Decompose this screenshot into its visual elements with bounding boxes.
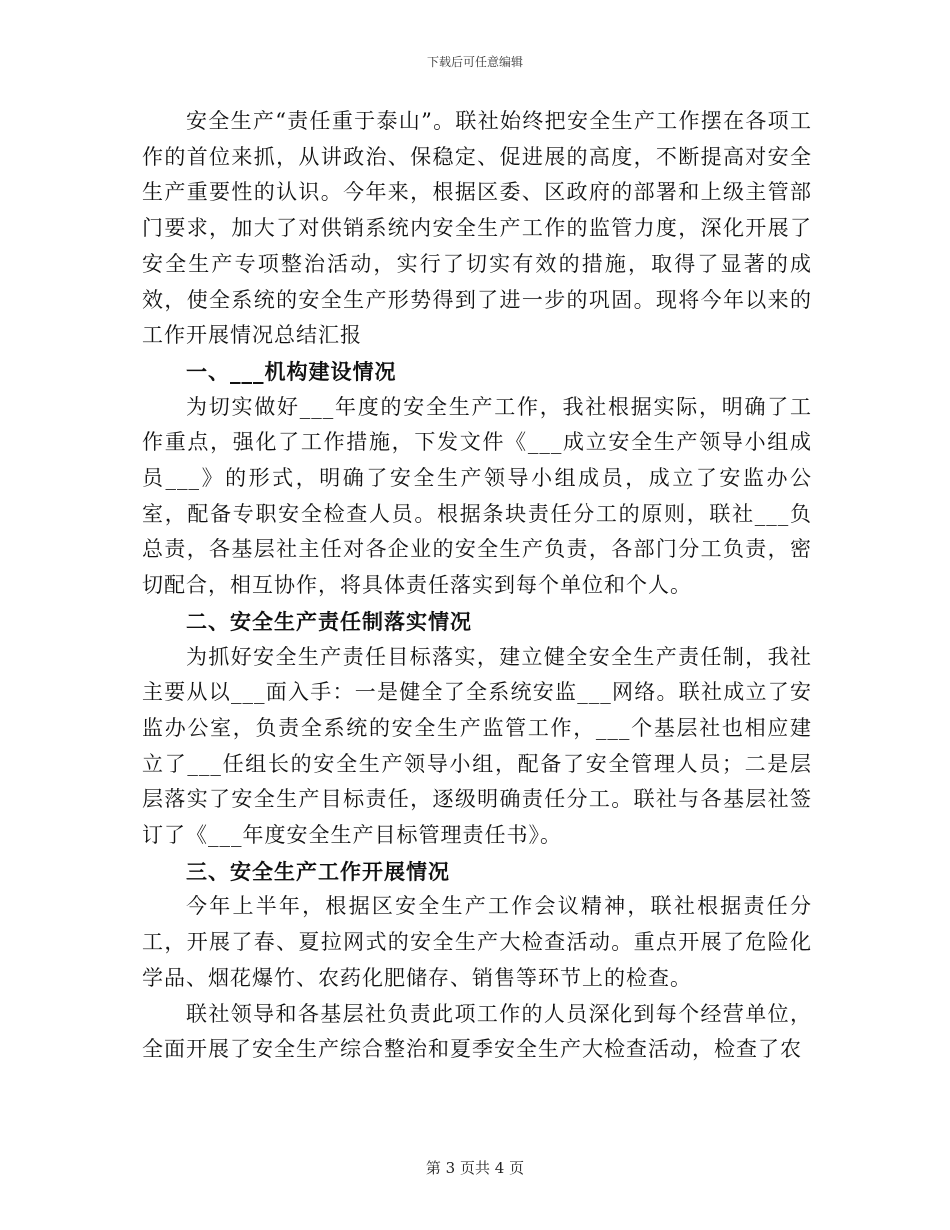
- section-2-paragraph: 为抓好安全生产责任目标落实，建立健全安全生产责任制，我社主要从以___面入手：一是健全了全系统安监___网络。联社成立了安监办公室，负责全系统的安全生产监管工作，___个基层社也相应建立了___任组长的安全生产领导小组，配备了安全管理人员；二是层层落实了安全生产目标责任，逐级明确责任分工。联社与各基层社签订了《___年度安全生产目标管理责任书》。: [142, 644, 812, 848]
- section-1-paragraph: 为切实做好___年度的安全生产工作，我社根据实际，明确了工作重点，强化了工作措施，下发文件《___成立安全生产领导小组成员___》的形式，明确了安全生产领导小组成员，成立了安监办公室，配备专职安全检查人员。根据条块责任分工的原则，联社___负总责，各基层社主任对各企业的安全生产负责，各部门分工负责，密切配合，相互协作，将具体责任落实到每个单位和个人。: [142, 394, 812, 598]
- page-header: 下载后可任意编辑: [426, 55, 523, 69]
- section-heading-2: 二、安全生产责任制落实情况: [186, 608, 472, 634]
- intro-paragraph: 安全生产“责任重于泰山”。联社始终把安全生产工作摆在各项工作的首位来抓，从讲政治、保稳定、促进展的高度，不断提高对安全生产重要性的认识。今年来，根据区委、区政府的部署和上级主管部门要求，加大了对供销系统内安全生产工作的监管力度，深化开展了安全生产专项整治活动，实行了切实有效的措施，取得了显著的成效，使全系统的安全生产形势得到了进一步的巩固。现将今年以来的工作开展情况总结汇报: [142, 109, 812, 348]
- section-3-paragraph-1: 今年上半年，根据区安全生产工作会议精神，联社根据责任分工，开展了春、夏拉网式的安全生产大检查活动。重点开展了危险化学品、烟花爆竹、农药化肥储存、销售等环节上的检查。: [142, 894, 812, 990]
- document-body: [142, 104, 812, 1068]
- section-heading-1: 一、___机构建设情况: [186, 358, 397, 384]
- section-heading-3: 三、安全生产工作开展情况: [186, 858, 450, 884]
- page-footer: 第 3 页共 4 页: [425, 1159, 525, 1177]
- section-3-paragraph-2: 联社领导和各基层社负责此项工作的人员深化到每个经营单位，全面开展了安全生产综合整治和夏季安全生产大检查活动，检查了农: [142, 1001, 812, 1062]
